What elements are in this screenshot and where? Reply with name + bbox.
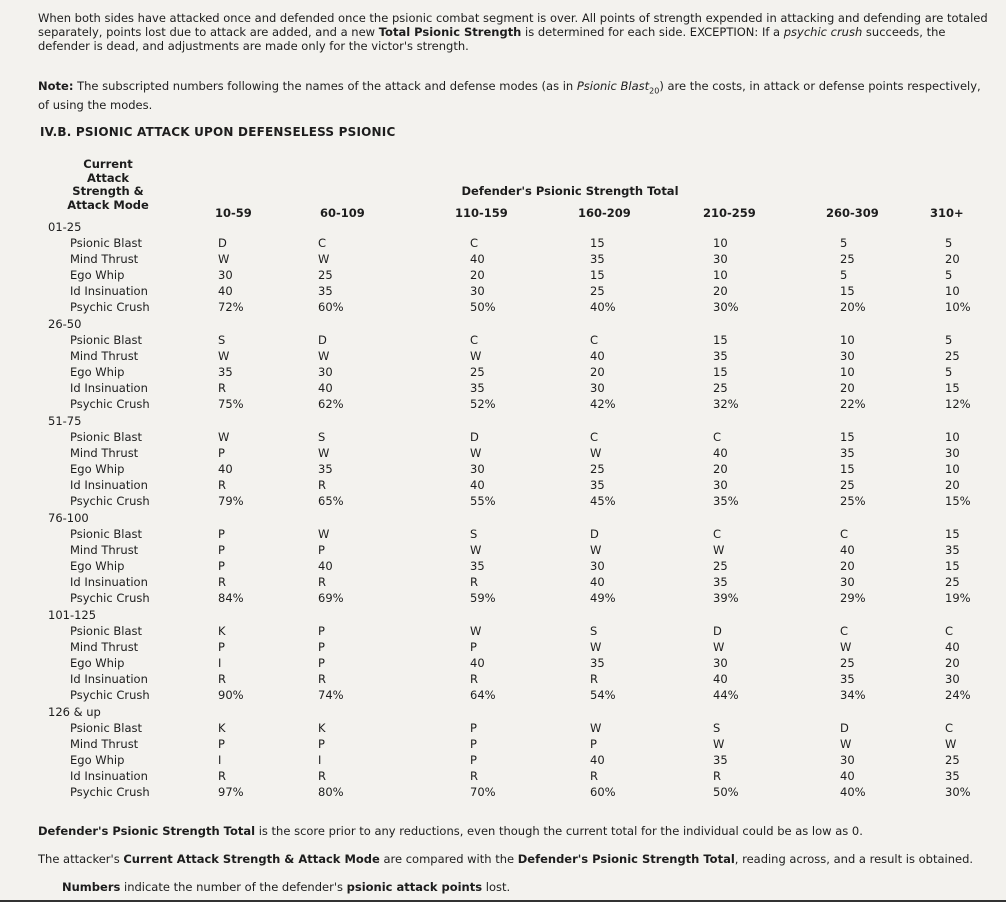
strength-range: 126 & up xyxy=(48,705,101,719)
result-cell: 15 xyxy=(590,268,605,282)
intro-bold-term: Total Psionic Strength xyxy=(378,25,522,39)
result-cell: 40 xyxy=(470,252,485,266)
intro-italic-term: psychic crush xyxy=(783,25,863,39)
result-cell: 20 xyxy=(590,365,605,379)
result-cell: P xyxy=(218,543,225,557)
result-cell: 40 xyxy=(318,559,333,573)
result-cell: 40 xyxy=(840,769,855,783)
result-cell: D xyxy=(590,527,599,541)
attack-mode-label: Psionic Blast xyxy=(70,333,143,347)
attack-mode-label: Id Insinuation xyxy=(70,478,148,492)
result-cell: C xyxy=(318,236,327,250)
strength-range: 51-75 xyxy=(48,414,82,428)
result-cell: 39% xyxy=(713,591,739,605)
result-cell: P xyxy=(218,559,225,573)
result-cell: S xyxy=(218,333,226,347)
result-cell: 20 xyxy=(470,268,485,282)
result-cell: W xyxy=(218,252,230,266)
result-cell: 35 xyxy=(590,252,605,266)
attack-mode-label: Ego Whip xyxy=(70,559,125,573)
result-cell: R xyxy=(318,478,326,492)
footer-text: indicate the number of the defender's xyxy=(120,880,347,894)
result-cell: 35 xyxy=(945,543,960,557)
result-cell: 35 xyxy=(590,478,605,492)
result-cell: 79% xyxy=(218,494,244,508)
result-cell: 30 xyxy=(470,284,485,298)
footer-bold: Defender's Psionic Strength Total xyxy=(38,824,256,838)
result-cell: 84% xyxy=(218,591,244,605)
result-cell: R xyxy=(470,575,478,589)
attack-mode-label: Psionic Blast xyxy=(70,721,143,735)
footer-bold: psionic attack points xyxy=(346,880,483,894)
row-header-line: Strength & xyxy=(72,184,144,198)
result-cell: R xyxy=(218,672,226,686)
result-cell: 10 xyxy=(945,430,960,444)
result-cell: W xyxy=(318,349,330,363)
result-cell: 40 xyxy=(713,672,728,686)
result-cell: W xyxy=(218,349,230,363)
result-cell: 25 xyxy=(713,559,728,573)
result-cell: 44% xyxy=(713,688,739,702)
result-cell: 49% xyxy=(590,591,616,605)
result-cell: P xyxy=(218,446,225,460)
result-cell: P xyxy=(318,737,325,751)
result-cell: 40 xyxy=(713,446,728,460)
result-cell: K xyxy=(218,721,226,735)
result-cell: 65% xyxy=(318,494,344,508)
result-cell: 25 xyxy=(590,284,605,298)
attack-mode-label: Id Insinuation xyxy=(70,381,148,395)
columns-title: Defender's Psionic Strength Total xyxy=(461,184,679,198)
footer-text: are compared with the xyxy=(379,852,518,866)
footer-text: lost. xyxy=(482,880,511,894)
row-header-line: Attack xyxy=(86,170,130,185)
result-cell: W xyxy=(945,737,957,751)
result-cell: R xyxy=(590,672,598,686)
result-cell: 20 xyxy=(945,656,960,670)
result-cell: R xyxy=(713,769,721,783)
result-cell: R xyxy=(318,672,326,686)
result-cell: W xyxy=(590,543,602,557)
result-cell: 30 xyxy=(840,753,855,767)
result-cell: 20 xyxy=(945,478,960,492)
result-cell: 24% xyxy=(945,688,971,702)
result-cell: W xyxy=(318,446,330,460)
result-cell: 35 xyxy=(945,769,960,783)
attack-mode-label: Ego Whip xyxy=(70,365,125,379)
result-cell: D xyxy=(840,721,849,735)
result-cell: 35 xyxy=(713,753,728,767)
result-cell: 25 xyxy=(945,575,960,589)
attack-mode-label: Psionic Blast xyxy=(70,430,143,444)
result-cell: 35 xyxy=(318,462,333,476)
result-cell: 35% xyxy=(713,494,739,508)
result-cell: 40 xyxy=(590,753,605,767)
result-cell: P xyxy=(318,656,325,670)
note-subscript: 20 xyxy=(649,86,660,96)
result-cell: 62% xyxy=(318,397,344,411)
result-cell: W xyxy=(713,543,725,557)
result-cell: 20 xyxy=(840,559,855,573)
result-cell: 50% xyxy=(470,300,496,314)
result-cell: I xyxy=(318,753,322,767)
attack-mode-label: Id Insinuation xyxy=(70,284,148,298)
attack-mode-label: Ego Whip xyxy=(70,268,125,282)
result-cell: C xyxy=(590,333,599,347)
result-cell: 25 xyxy=(945,753,960,767)
strength-range: 26-50 xyxy=(48,317,82,331)
footer-text: is the score prior to any reductions, even though the current total for the individual could be as low as 0. xyxy=(255,824,863,838)
result-cell: 40 xyxy=(590,575,605,589)
result-cell: 30 xyxy=(590,559,605,573)
result-cell: 15% xyxy=(945,494,971,508)
result-cell: 20% xyxy=(840,300,866,314)
result-cell: P xyxy=(470,753,477,767)
result-cell: 5 xyxy=(945,333,953,347)
result-cell: 97% xyxy=(218,785,244,799)
column-header: 260-309 xyxy=(826,206,879,220)
result-cell: 20 xyxy=(840,381,855,395)
attack-mode-label: Mind Thrust xyxy=(70,446,139,460)
result-cell: 5 xyxy=(945,236,953,250)
result-cell: S xyxy=(470,527,478,541)
result-cell: R xyxy=(590,769,598,783)
result-cell: 10 xyxy=(945,462,960,476)
result-cell: 35 xyxy=(590,656,605,670)
result-cell: W xyxy=(713,640,725,654)
result-cell: 35 xyxy=(713,575,728,589)
result-cell: 40 xyxy=(945,640,960,654)
result-cell: 35 xyxy=(840,672,855,686)
result-cell: 35 xyxy=(470,381,485,395)
attack-mode-label: Ego Whip xyxy=(70,753,125,767)
result-cell: 30 xyxy=(840,349,855,363)
strength-range: 101-125 xyxy=(48,608,97,622)
result-cell: 35 xyxy=(218,365,233,379)
result-cell: R xyxy=(318,575,326,589)
result-cell: R xyxy=(470,769,478,783)
result-cell: C xyxy=(840,624,849,638)
result-cell: 19% xyxy=(945,591,971,605)
result-cell: 10 xyxy=(945,284,960,298)
result-cell: 30 xyxy=(470,462,485,476)
result-cell: 15 xyxy=(945,559,960,573)
result-cell: 69% xyxy=(318,591,344,605)
result-cell: C xyxy=(945,721,954,735)
attack-mode-label: Psionic Blast xyxy=(70,236,143,250)
result-cell: P xyxy=(470,737,477,751)
result-cell: 70% xyxy=(470,785,496,799)
attack-mode-label: Id Insinuation xyxy=(70,769,148,783)
column-header: 110-159 xyxy=(455,206,508,220)
result-cell: 34% xyxy=(840,688,866,702)
result-cell: 80% xyxy=(318,785,344,799)
attack-mode-label: Psychic Crush xyxy=(70,397,150,411)
result-cell: 40 xyxy=(590,349,605,363)
result-cell: 42% xyxy=(590,397,616,411)
result-cell: D xyxy=(470,430,479,444)
attack-mode-label: Psychic Crush xyxy=(70,591,150,605)
result-cell: 30 xyxy=(218,268,233,282)
result-cell: 40 xyxy=(470,656,485,670)
result-cell: 25 xyxy=(840,252,855,266)
result-cell: 10 xyxy=(713,268,728,282)
result-cell: 60% xyxy=(318,300,344,314)
result-cell: K xyxy=(218,624,226,638)
result-cell: C xyxy=(470,333,479,347)
intro-paragraph xyxy=(38,11,988,53)
result-cell: D xyxy=(713,624,722,638)
result-cell: 40 xyxy=(840,543,855,557)
column-header: 60-109 xyxy=(320,206,365,220)
result-cell: 50% xyxy=(713,785,739,799)
result-cell: 30 xyxy=(713,252,728,266)
result-cell: 20 xyxy=(945,252,960,266)
result-cell: 52% xyxy=(470,397,496,411)
footer-text: , reading across, and a result is obtained. xyxy=(734,852,974,866)
result-cell: C xyxy=(945,624,954,638)
result-cell: 40 xyxy=(218,284,233,298)
footer-note-3 xyxy=(62,880,510,894)
result-cell: W xyxy=(470,446,482,460)
footer-bold: Defender's Psionic Strength Total xyxy=(517,852,735,866)
result-cell: R xyxy=(318,769,326,783)
result-cell: P xyxy=(218,527,225,541)
attack-mode-label: Psionic Blast xyxy=(70,624,143,638)
result-cell: 59% xyxy=(470,591,496,605)
column-header: 10-59 xyxy=(215,206,252,220)
result-cell: 30 xyxy=(945,672,960,686)
result-cell: C xyxy=(713,430,722,444)
result-cell: 25 xyxy=(713,381,728,395)
result-cell: 64% xyxy=(470,688,496,702)
attack-mode-label: Psychic Crush xyxy=(70,494,150,508)
result-cell: 30% xyxy=(945,785,971,799)
attack-mode-label: Mind Thrust xyxy=(70,349,139,363)
result-cell: D xyxy=(318,333,327,347)
row-header xyxy=(58,158,158,212)
result-cell: 5 xyxy=(945,365,953,379)
intro-text: is determined for each side. EXCEPTION: If a xyxy=(521,25,784,39)
result-cell: 35 xyxy=(318,284,333,298)
result-cell: 30 xyxy=(318,365,333,379)
result-cell: 12% xyxy=(945,397,971,411)
result-cell: 40 xyxy=(218,462,233,476)
column-header: 310+ xyxy=(930,206,964,220)
result-cell: I xyxy=(218,656,222,670)
result-cell: 45% xyxy=(590,494,616,508)
result-cell: P xyxy=(590,737,597,751)
strength-range: 76-100 xyxy=(48,511,89,525)
result-cell: 72% xyxy=(218,300,244,314)
intro-text: When both sides have attacked once and defended once the psionic combat segment is over. All points of strength expended in attacking and defending are totaled separately, points lost due to attack are added, and a new xyxy=(38,11,988,39)
attack-mode-label: Mind Thrust xyxy=(70,543,139,557)
result-cell: W xyxy=(713,737,725,751)
note-text: ) are the costs, in attack or defense points respectively, of using the modes. xyxy=(38,79,981,113)
result-cell: 15 xyxy=(840,284,855,298)
result-cell: 75% xyxy=(218,397,244,411)
result-cell: 55% xyxy=(470,494,496,508)
footer-bold: Current Attack Strength & Attack Mode xyxy=(123,852,380,866)
result-cell: C xyxy=(590,430,599,444)
result-cell: 25 xyxy=(470,365,485,379)
result-cell: 5 xyxy=(840,268,848,282)
result-cell: W xyxy=(470,543,482,557)
result-cell: 15 xyxy=(840,462,855,476)
note-text: The subscripted numbers following the names of the attack and defense modes (as in xyxy=(73,79,577,93)
footer-text: The attacker's xyxy=(38,852,124,866)
result-cell: S xyxy=(590,624,598,638)
result-cell: W xyxy=(318,252,330,266)
result-cell: W xyxy=(218,430,230,444)
attack-mode-label: Id Insinuation xyxy=(70,575,148,589)
result-cell: 25 xyxy=(318,268,333,282)
attack-mode-label: Ego Whip xyxy=(70,656,125,670)
result-cell: 30 xyxy=(713,478,728,492)
result-cell: R xyxy=(218,769,226,783)
intro-text: succeeds, the defender is dead, and adjustments are made only for the victor's strength. xyxy=(38,25,946,53)
result-cell: 25 xyxy=(840,478,855,492)
result-cell: 15 xyxy=(945,381,960,395)
result-cell: 15 xyxy=(713,365,728,379)
result-cell: 40% xyxy=(840,785,866,799)
attack-mode-label: Mind Thrust xyxy=(70,737,139,751)
note-example: Psionic Blast xyxy=(576,79,650,93)
result-cell: 35 xyxy=(713,349,728,363)
result-cell: 30 xyxy=(945,446,960,460)
result-cell: 25 xyxy=(945,349,960,363)
column-header: 210-259 xyxy=(703,206,756,220)
result-cell: 10% xyxy=(945,300,971,314)
result-cell: W xyxy=(590,721,602,735)
result-cell: 15 xyxy=(590,236,605,250)
result-cell: 60% xyxy=(590,785,616,799)
note-paragraph xyxy=(38,79,988,112)
result-cell: W xyxy=(840,640,852,654)
result-cell: 29% xyxy=(840,591,866,605)
result-cell: C xyxy=(840,527,849,541)
result-cell: 25% xyxy=(840,494,866,508)
result-cell: 15 xyxy=(840,430,855,444)
result-cell: 10 xyxy=(840,333,855,347)
result-cell: 20 xyxy=(713,462,728,476)
result-cell: 30 xyxy=(590,381,605,395)
result-cell: C xyxy=(713,527,722,541)
result-cell: R xyxy=(218,381,226,395)
row-header-line: Attack Mode xyxy=(67,197,149,212)
attack-mode-label: Mind Thrust xyxy=(70,640,139,654)
result-cell: W xyxy=(318,527,330,541)
result-cell: 10 xyxy=(713,236,728,250)
attack-mode-label: Psychic Crush xyxy=(70,300,150,314)
result-cell: 25 xyxy=(590,462,605,476)
result-cell: 30% xyxy=(713,300,739,314)
attack-mode-label: Psychic Crush xyxy=(70,688,150,702)
result-cell: R xyxy=(218,478,226,492)
result-cell: 74% xyxy=(318,688,344,702)
result-cell: W xyxy=(470,624,482,638)
result-cell: P xyxy=(218,640,225,654)
result-cell: R xyxy=(218,575,226,589)
attack-mode-label: Psionic Blast xyxy=(70,527,143,541)
row-header-line: Current xyxy=(83,157,133,171)
section-heading: IV.B. PSIONIC ATTACK UPON DEFENSELESS PSIONIC xyxy=(40,125,396,139)
result-cell: 30 xyxy=(713,656,728,670)
result-cell: W xyxy=(590,640,602,654)
result-cell: 10 xyxy=(840,365,855,379)
result-cell: 40% xyxy=(590,300,616,314)
result-cell: C xyxy=(470,236,479,250)
result-cell: S xyxy=(318,430,326,444)
result-cell: 20 xyxy=(713,284,728,298)
result-cell: P xyxy=(318,640,325,654)
note-label: Note: xyxy=(38,79,74,93)
footer-note-1 xyxy=(38,824,863,838)
result-cell: P xyxy=(470,721,477,735)
result-cell: 15 xyxy=(945,527,960,541)
result-cell: 22% xyxy=(840,397,866,411)
result-cell: P xyxy=(218,737,225,751)
result-cell: 5 xyxy=(840,236,848,250)
footer-bold: Numbers xyxy=(62,880,121,894)
result-cell: W xyxy=(470,349,482,363)
result-cell: 35 xyxy=(470,559,485,573)
result-cell: 40 xyxy=(318,381,333,395)
attack-mode-label: Psychic Crush xyxy=(70,785,150,799)
result-cell: 40 xyxy=(470,478,485,492)
result-cell: R xyxy=(470,672,478,686)
footer-note-2 xyxy=(38,852,973,866)
result-cell: K xyxy=(318,721,326,735)
result-cell: D xyxy=(218,236,227,250)
result-cell: I xyxy=(218,753,222,767)
result-cell: 5 xyxy=(945,268,953,282)
attack-mode-label: Id Insinuation xyxy=(70,672,148,686)
strength-range: 01-25 xyxy=(48,220,82,234)
attack-mode-label: Mind Thrust xyxy=(70,252,139,266)
result-cell: 30 xyxy=(840,575,855,589)
result-cell: W xyxy=(840,737,852,751)
result-cell: S xyxy=(713,721,721,735)
result-cell: 35 xyxy=(840,446,855,460)
attack-mode-label: Ego Whip xyxy=(70,462,125,476)
result-cell: 90% xyxy=(218,688,244,702)
result-cell: 25 xyxy=(840,656,855,670)
result-cell: P xyxy=(318,624,325,638)
result-cell: P xyxy=(318,543,325,557)
result-cell: P xyxy=(470,640,477,654)
result-cell: W xyxy=(590,446,602,460)
result-cell: 32% xyxy=(713,397,739,411)
result-cell: 54% xyxy=(590,688,616,702)
column-header: 160-209 xyxy=(578,206,631,220)
result-cell: 15 xyxy=(713,333,728,347)
